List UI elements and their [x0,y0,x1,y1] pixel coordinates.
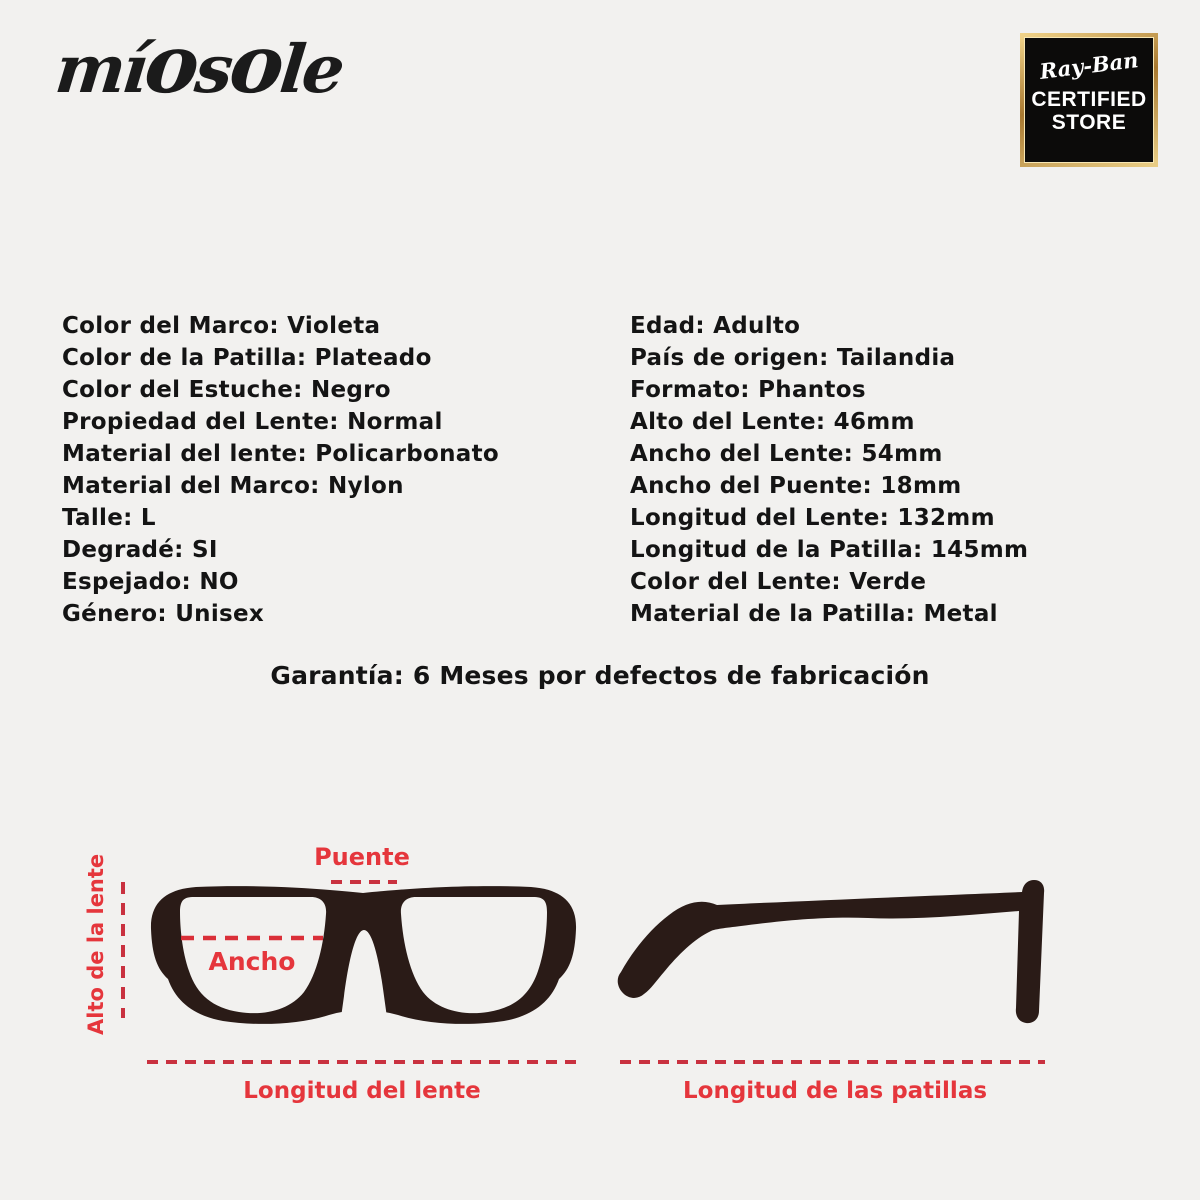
spec-line: Color del Estuche: Negro [62,377,391,403]
spec-line: Género: Unisex [62,601,265,627]
warranty-text: Garantía: 6 Meses por defectos de fabricación [270,661,930,690]
rayban-script-logo: Ray-Ban [1038,47,1140,84]
spec-line: Propiedad del Lente: Normal [62,409,443,435]
brand-logo: míosole [51,16,346,111]
spec-line: Espejado: NO [62,569,239,595]
glasses-diagram-graphic [0,840,1200,1150]
lens-width-label: Ancho [208,947,296,976]
bridge-label: Puente [314,843,410,871]
spec-line: Color del Marco: Violeta [62,313,381,339]
spec-line: Edad: Adulto [630,313,801,339]
spec-line: Talle: L [62,505,156,531]
temple-arm-shape [618,880,1044,1023]
spec-line: Color de la Patilla: Plateado [62,345,432,371]
temple-length-label: Longitud de las patillas [683,1078,988,1104]
spec-line: Formato: Phantos [630,377,866,403]
spec-line: Ancho del Lente: 54mm [630,441,943,467]
spec-line: Alto del Lente: 46mm [630,409,915,435]
spec-line: Material de la Patilla: Metal [630,601,998,627]
store-line: STORE [1051,111,1127,134]
spec-line: Longitud de la Patilla: 145mm [630,537,1029,563]
spec-column-right [630,310,1028,630]
certified-line: CERTIFIED [1031,88,1147,111]
rayban-certified-badge [1020,33,1158,167]
spec-line: País de origen: Tailandia [630,345,956,371]
spec-line: Degradé: SI [62,537,218,563]
lens-height-label: Alto de la lente [84,853,108,1035]
spec-column-left [62,310,499,630]
spec-line: Color del Lente: Verde [630,569,927,595]
lens-length-label: Longitud del lente [243,1078,481,1104]
certified-store-text [1024,88,1154,134]
spec-line: Material del lente: Policarbonato [62,441,500,467]
spec-line: Material del Marco: Nylon [62,473,404,499]
measurement-diagram [0,840,1200,1150]
spec-line: Ancho del Puente: 18mm [630,473,962,499]
spec-line: Longitud del Lente: 132mm [630,505,995,531]
